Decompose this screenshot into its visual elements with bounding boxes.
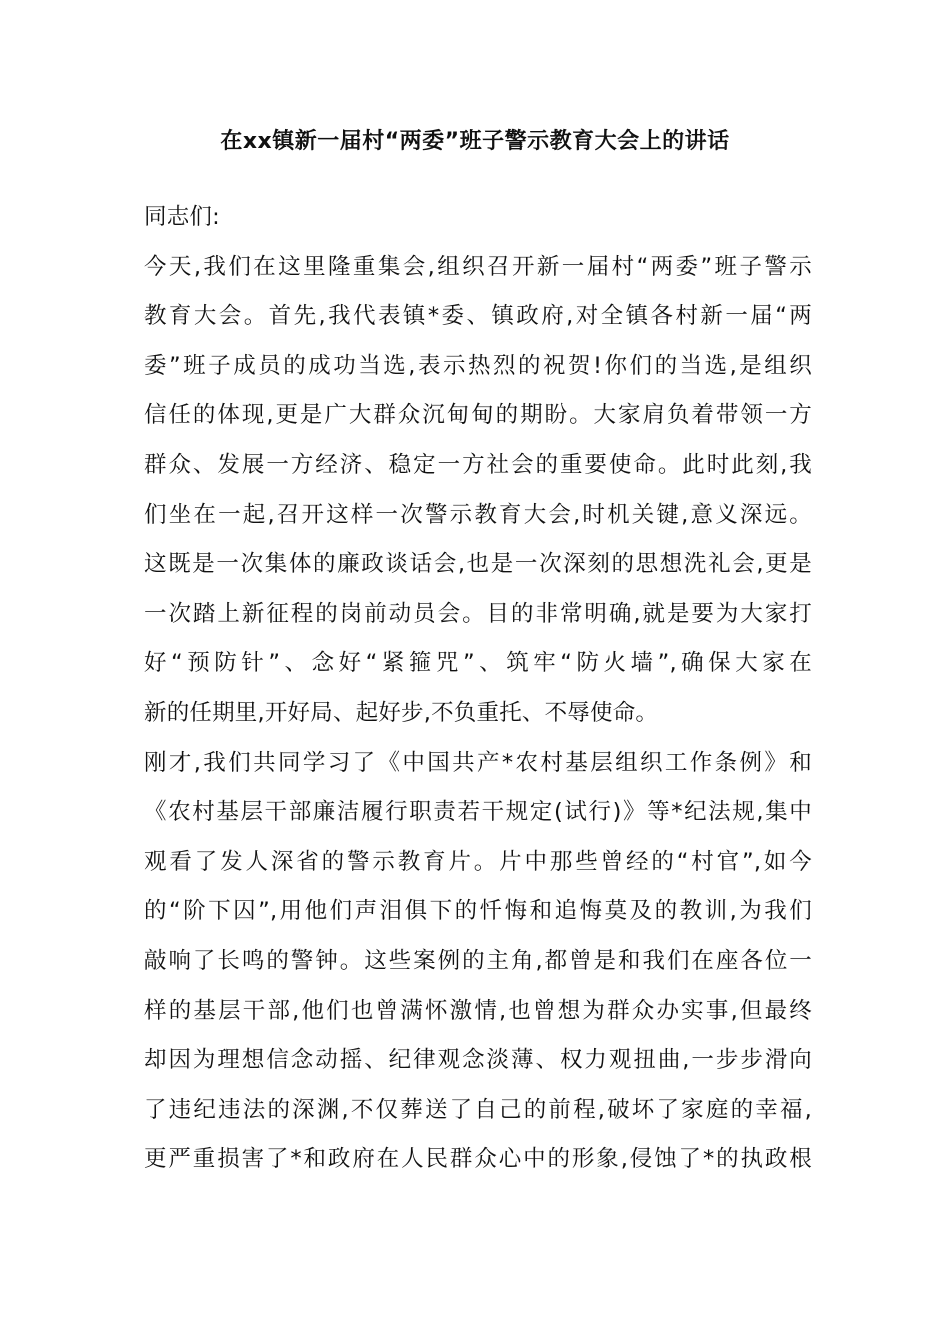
salutation: 同志们: [144,204,220,230]
paragraph-line: 新的任期里,开好局、起好步,不负重托、不辱使命。 [144,699,659,726]
paragraph-line: 今天,我们在这里隆重集会,组织召开新一届村“两委”班子警示 [144,253,812,280]
paragraph [144,243,812,739]
document-body [144,193,812,1185]
paragraph-line: 却因为理想信念动摇、纪律观念淡薄、权力观扭曲,一步步滑向 [144,1047,812,1074]
paragraph-line: 一次踏上新征程的岗前动员会。目的非常明确,就是要为大家打 [144,600,812,627]
paragraph-line: 教育大会。首先,我代表镇*委、镇政府,对全镇各村新一届“两 [144,303,812,330]
document-title: 在xx镇新一届村“两委”班子警示教育大会上的讲话 [220,129,730,154]
paragraph-line: 更严重损害了*和政府在人民群众心中的形象,侵蚀了*的执政根 [144,1146,812,1173]
paragraph-line: 信任的体现,更是广大群众沉甸甸的期盼。大家肩负着带领一方 [144,402,812,429]
paragraph-line: 敲响了长鸣的警钟。这些案例的主角,都曾是和我们在座各位一 [144,947,812,974]
paragraph-line: 群众、发展一方经济、稳定一方社会的重要使命。此时此刻,我 [144,451,812,478]
paragraph-line: 《农村基层干部廉洁履行职责若干规定(试行)》等*纪法规,集中 [144,799,812,826]
paragraph-line: 委”班子成员的成功当选,表示热烈的祝贺!你们的当选,是组织 [144,352,812,379]
paragraph-line: 样的基层干部,他们也曾满怀激情,也曾想为群众办实事,但最终 [144,997,812,1024]
paragraph-line: 刚才,我们共同学习了《中国共产*农村基层组织工作条例》和 [144,749,812,776]
paragraph [144,739,812,1185]
paragraph-line: 好“预防针”、念好“紧箍咒”、筑牢“防火墙”,确保大家在 [144,650,812,677]
paragraph-line: 的“阶下囚”,用他们声泪俱下的忏悔和追悔莫及的教训,为我们 [144,898,812,925]
paragraph-line: 这既是一次集体的廉政谈话会,也是一次深刻的思想洗礼会,更是 [144,551,812,578]
paragraph-line: 观看了发人深省的警示教育片。片中那些曾经的“村官”,如今 [144,848,812,875]
paragraph-line: 们坐在一起,召开这样一次警示教育大会,时机关键,意义深远。 [144,501,812,528]
paragraph-line: 了违纪违法的深渊,不仅葬送了自己的前程,破坏了家庭的幸福, [144,1096,812,1123]
